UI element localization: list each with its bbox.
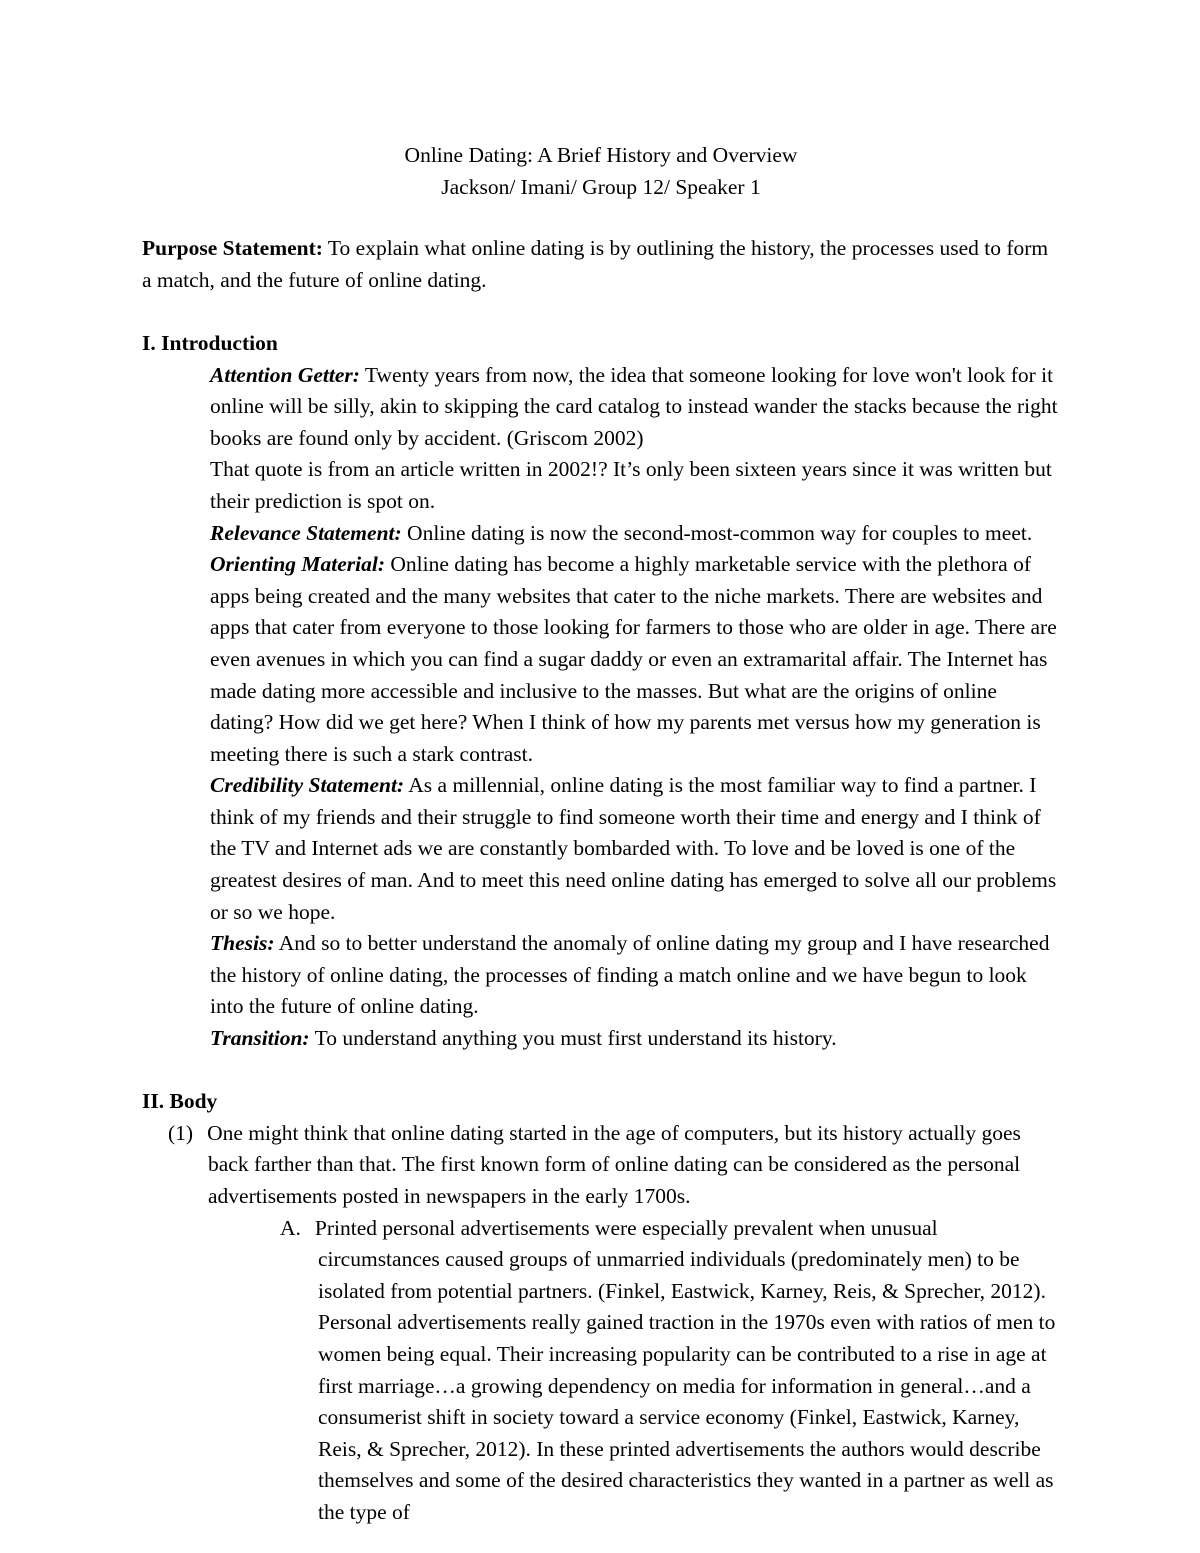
purpose-statement [142, 233, 1060, 296]
outline-entry-credibility-statement [210, 770, 1060, 928]
section-heading-body: II. Body [142, 1089, 218, 1114]
credibility-statement-text: As a millennial, online dating is the most familiar way to find a partner. I think of my friends and their struggle to find someone worth their time and energy and I think of the TV and Internet ads we are constantly bombarded with. To love and be loved is one of the greatest desires of man. And to meet this need online dating has emerged to solve all our problems or so we hope. [210, 773, 1057, 924]
outline-item-body-1-a-text: Printed personal advertisements were especially prevalent when unusual circumstances caused groups of unmarried individuals (predominately men) to be isolated from potential partners. (Finkel, Eastwick, Karney, Reis, & Sprecher, 2012). Personal advertisements really gained traction in the 1970s even with ratios of men to women being equal. Their increasing popularity can be contributed to a rise in age at first marriage…a growing dependency on media for information in general…and a consumerist shift in society toward a service economy (Finkel, Eastwick, Karney, Reis, & Sprecher, 2012). In these printed advertisements the authors would describe themselves and some of the desired characteristics they wanted in a partner as well as the type of [314, 1215, 1056, 1524]
section-heading-introduction: I. Introduction [142, 330, 278, 355]
document-body [142, 140, 1060, 1529]
thesis-text: And so to better understand the anomaly of online dating my group and I have researched the history of online dating, the processes of finding a match online and we have begun to look into the future of online dating. [210, 931, 1050, 1019]
purpose-statement-label: Purpose Statement: [142, 236, 323, 261]
outline-entry-orienting-material [210, 549, 1060, 770]
outline-entry-transition [210, 1023, 1060, 1055]
document-title-block [142, 140, 1060, 203]
transition-text: To understand anything you must first understand its history. [309, 1026, 837, 1051]
document-byline: Jackson/ Imani/ Group 12/ Speaker 1 [441, 174, 761, 199]
document-title: Online Dating: A Brief History and Overview [404, 143, 798, 167]
relevance-statement-text: Online dating is now the second-most-common way for couples to meet. [401, 520, 1033, 545]
outline-entry-quote-note [210, 454, 1060, 517]
quote-note-text: That quote is from an article written in 2002!? It’s only been sixteen years since it was written but their prediction is spot on. [210, 457, 1052, 513]
orienting-material-label: Orienting Material: [210, 552, 386, 577]
attention-getter-label: Attention Getter: [210, 362, 360, 387]
outline-item-body-1-a-marker: A. [280, 1215, 301, 1240]
outline-entry-thesis [210, 928, 1060, 1023]
orienting-material-text: Online dating has become a highly marketable service with the plethora of apps being created and the many websites that cater to the niche markets. There are websites and apps that cater from everyone to those looking for farmers to those who are older in age. There are even avenues in which you can find a sugar daddy or even an extramarital affair. The Internet has made dating more accessible and inclusive to the masses. But what are the origins of online dating? How did we get here? When I think of how my parents met versus how my generation is meeting there is such a stark contrast. [210, 552, 1057, 766]
outline-item-body-1-text: One might think that online dating started in the age of computers, but its history actually goes back farther than that. The first known form of online dating can be considered as the personal advertisements posted in newspapers in the early 1700s. [207, 1120, 1021, 1208]
purpose-statement-text: To explain what online dating is by outlining the history, the processes used to form a match, and the future of online dating. [142, 236, 1049, 292]
outline-item-body-1-marker: (1) [168, 1120, 194, 1145]
credibility-statement-label: Credibility Statement: [210, 773, 405, 798]
attention-getter-text: Twenty years from now, the idea that someone looking for love won't look for it online will be silly, akin to skipping the card catalog to instead wander the stacks because the right books are found only by accident. (Griscom 2002) [210, 362, 1058, 450]
outline-entry-attention-getter [210, 360, 1060, 455]
transition-label: Transition: [210, 1026, 310, 1051]
section-spacer [142, 1055, 1060, 1087]
thesis-label: Thesis: [210, 931, 275, 956]
outline-entry-relevance-statement [210, 518, 1060, 550]
relevance-statement-label: Relevance Statement: [210, 520, 402, 545]
outline-item-body-1-a [280, 1213, 1060, 1529]
outline-item-body-1 [168, 1118, 1060, 1213]
